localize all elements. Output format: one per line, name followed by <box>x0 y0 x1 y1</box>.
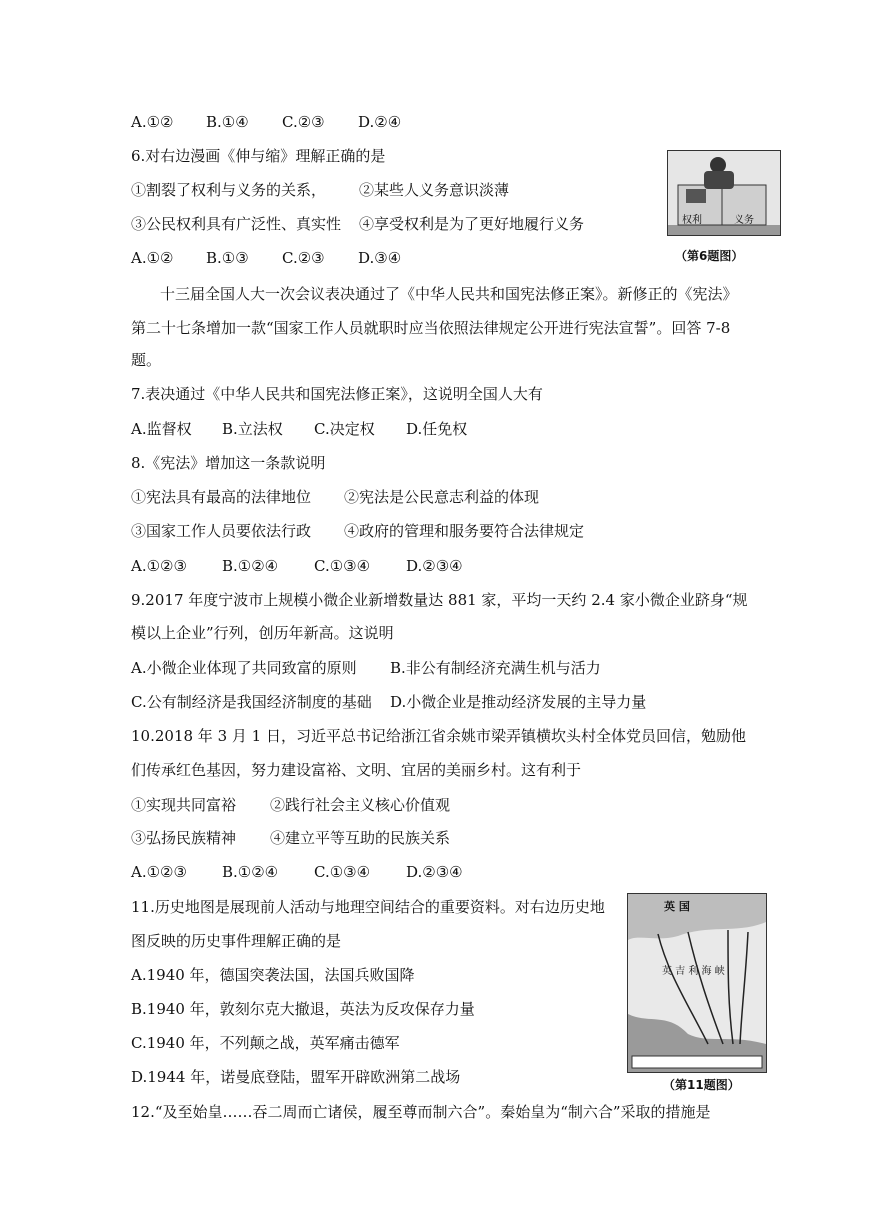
box-label-duties: 义务 <box>734 215 754 226</box>
q11-stem-line-1: 11.历史地图是展现前人活动与地理空间结合的重要资料。对右边历史地 <box>131 898 605 916</box>
q9-stem-line-2: 模以上企业”行列，创历年新高。这说明 <box>131 624 394 642</box>
q8-option-c: C.①③④ <box>314 557 371 575</box>
q10-statement-1: ①实现共同富裕 <box>131 796 237 814</box>
material-line-2: 第二十七条增加一款“国家工作人员就职时应当依照法律规定公开进行宪法宣誓”。回答 7-8 <box>131 319 731 337</box>
q7-option-b: B.立法权 <box>222 420 283 438</box>
q6-stem: 6.对右边漫画《伸与缩》理解正确的是 <box>131 147 386 165</box>
q7-option-a: A.监督权 <box>131 420 192 438</box>
q6-option-d: D.③④ <box>358 249 402 267</box>
q10-stem-line-1: 10.2018 年 3 月 1 日，习近平总书记给浙江省余姚市梁弄镇横坎头村全体党员回信，勉励他 <box>131 727 746 745</box>
q8-statement-2: ②宪法是公民意志利益的体现 <box>344 488 540 506</box>
q11-option-d: D.1944 年，诺曼底登陆，盟军开辟欧洲第二战场 <box>131 1068 461 1086</box>
q10-option-a: A.①②③ <box>131 863 187 881</box>
q12-stem-line-1: 12.“及至始皇……吞二周而亡诸侯，履至尊而制六合”。秦始皇为“制六合”采取的措施是 <box>131 1103 711 1121</box>
q11-option-b: B.1940 年，敦刻尔克大撤退，英法为反攻保存力量 <box>131 1000 475 1018</box>
q10-option-d: D.②③④ <box>406 863 463 881</box>
q9-stem-line-1: 9.2017 年度宁波市上规模小微企业新增数量达 881 家，平均一天约 2.4 家小微企业跻身“规 <box>131 591 748 609</box>
q6-option-c: C.②③ <box>282 249 325 267</box>
q7-option-c: C.决定权 <box>314 420 375 438</box>
q8-option-b: B.①②④ <box>222 557 279 575</box>
q10-statement-3: ③弘扬民族精神 <box>131 829 237 847</box>
q7-option-d: D.任免权 <box>406 420 468 438</box>
q11-option-c: C.1940 年，不列颠之战，英军痛击德军 <box>131 1034 400 1052</box>
q6-statement-4: ④享受权利是为了更好地履行义务 <box>359 215 585 233</box>
q9-option-d: D.小微企业是推动经济发展的主导力量 <box>390 693 647 711</box>
q11-map-figure <box>627 893 767 1073</box>
q9-option-c: C.公有制经济是我国经济制度的基础 <box>131 693 372 711</box>
map-illustration <box>628 894 766 1072</box>
q8-stem: 8.《宪法》增加这一条款说明 <box>131 454 326 472</box>
q6-statement-1: ①割裂了权利与义务的关系， <box>131 181 327 199</box>
q8-statement-4: ④政府的管理和服务要符合法律规定 <box>344 522 585 540</box>
q6-cartoon-figure <box>667 150 781 236</box>
q5-option-b: B.①④ <box>206 113 249 131</box>
q8-option-d: D.②③④ <box>406 557 463 575</box>
map-label-channel: 英 吉 利 海 峡 <box>662 966 725 977</box>
q10-option-b: B.①②④ <box>222 863 279 881</box>
q7-stem: 7.表决通过《中华人民共和国宪法修正案》，这说明全国人大有 <box>131 385 543 403</box>
q10-option-c: C.①③④ <box>314 863 371 881</box>
q9-option-a: A.小微企业体现了共同致富的原则 <box>131 659 357 677</box>
material-line-3: 题。 <box>131 351 162 369</box>
q5-option-a: A.①② <box>131 113 174 131</box>
q6-statement-2: ②某些人义务意识淡薄 <box>359 181 510 199</box>
q6-option-b: B.①③ <box>206 249 249 267</box>
map-label-england: 英 国 <box>664 900 690 913</box>
q8-statement-3: ③国家工作人员要依法行政 <box>131 522 312 540</box>
q6-option-a: A.①② <box>131 249 174 267</box>
q8-statement-1: ①宪法具有最高的法律地位 <box>131 488 312 506</box>
q10-statement-4: ④建立平等互助的民族关系 <box>270 829 451 847</box>
q9-option-b: B.非公有制经济充满生机与活力 <box>390 659 601 677</box>
q11-option-a: A.1940 年，德国突袭法国，法国兵败国降 <box>131 966 415 984</box>
q10-stem-line-2: 们传承红色基因，努力建设富裕、文明、宜居的美丽乡村。这有利于 <box>131 761 582 779</box>
q8-option-a: A.①②③ <box>131 557 187 575</box>
q11-figure-caption: （第11题图） <box>663 1078 740 1092</box>
q6-figure-caption: （第6题图） <box>675 249 744 263</box>
q11-stem-line-2: 图反映的历史事件理解正确的是 <box>131 932 342 950</box>
q10-statement-2: ②践行社会主义核心价值观 <box>270 796 451 814</box>
box-label-rights: 权利 <box>682 215 702 226</box>
q6-statement-3: ③公民权利具有广泛性、真实性 <box>131 215 342 233</box>
q5-option-d: D.②④ <box>358 113 402 131</box>
material-line-1: 十三届全国人大一次会议表决通过了《中华人民共和国宪法修正案》。新修正的《宪法》 <box>160 285 738 303</box>
q5-option-c: C.②③ <box>282 113 325 131</box>
